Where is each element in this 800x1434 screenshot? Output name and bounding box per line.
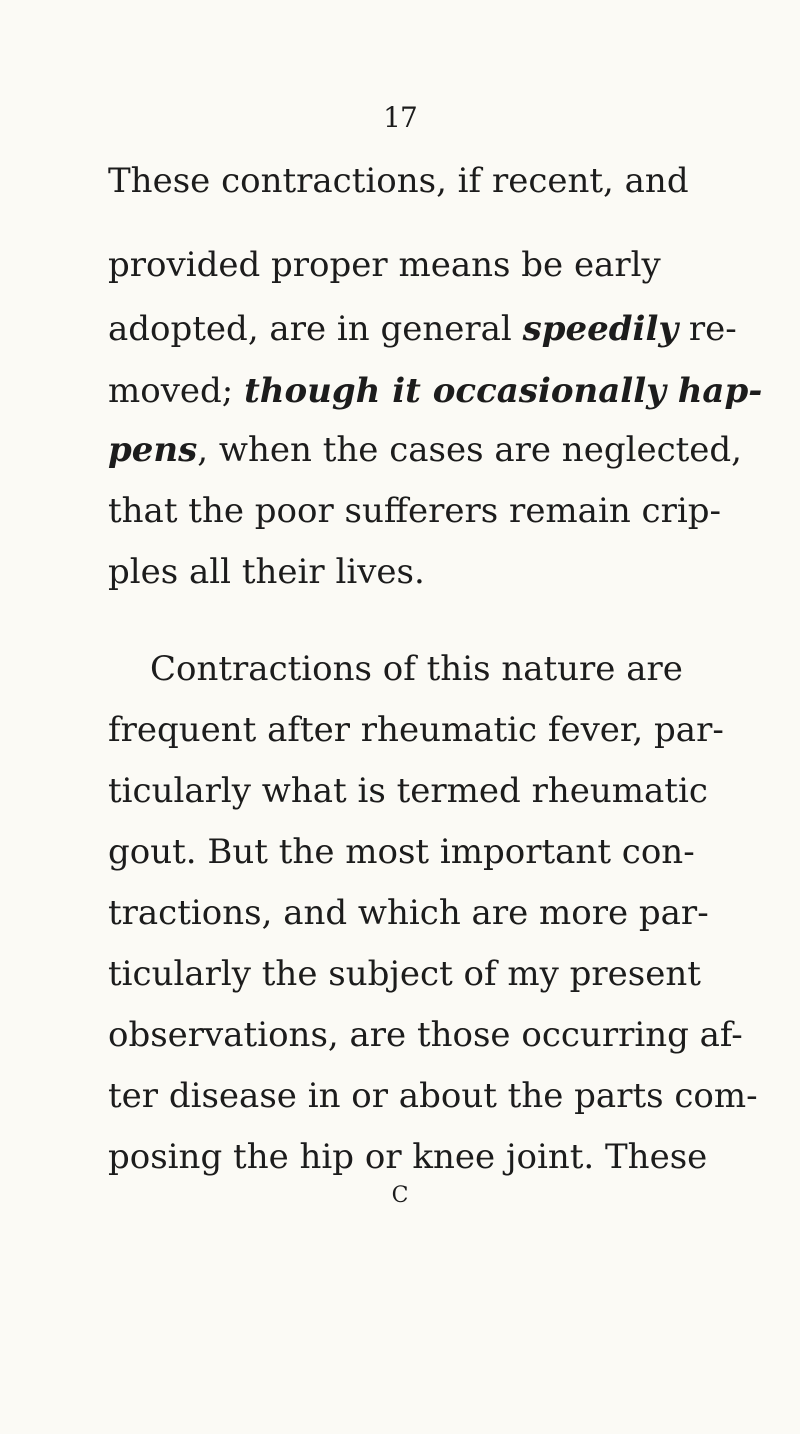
text-line bbox=[108, 1015, 743, 1055]
line-text: tractions, and which are more par- bbox=[108, 893, 709, 933]
text-line bbox=[108, 771, 708, 811]
text-line bbox=[108, 552, 628, 592]
line-text: , when the cases are neglected, bbox=[197, 430, 742, 470]
text-line bbox=[108, 832, 695, 872]
emphasis-text: though it occasionally hap- bbox=[244, 371, 763, 411]
line-text: that the poor sufferers remain crip- bbox=[108, 491, 721, 531]
line-text: ter disease in or about the parts com- bbox=[108, 1076, 758, 1116]
text-line bbox=[108, 371, 763, 411]
text-line bbox=[108, 1137, 708, 1177]
text-line bbox=[108, 954, 701, 994]
line-text: observations, are those occurring af- bbox=[108, 1015, 743, 1055]
text-line bbox=[108, 309, 737, 349]
text-line bbox=[108, 161, 689, 201]
line-text: moved; bbox=[108, 371, 245, 411]
line-text: gout. But the most important con- bbox=[108, 832, 695, 872]
line-text: frequent after rheumatic fever, par- bbox=[108, 710, 724, 750]
text-line bbox=[108, 1076, 758, 1116]
line-text: These contractions, if recent, and bbox=[108, 161, 689, 201]
emphasis-text: speedily bbox=[522, 309, 679, 349]
signature-mark: C bbox=[391, 1183, 409, 1208]
line-text: ples all their lives. bbox=[108, 552, 425, 592]
line-text: ticularly the subject of my present bbox=[108, 954, 701, 994]
page-number: 17 bbox=[383, 101, 417, 134]
text-line bbox=[108, 245, 661, 285]
emphasis-text: pens bbox=[108, 430, 198, 470]
line-text: re- bbox=[678, 309, 737, 349]
text-line bbox=[108, 710, 724, 750]
text-line bbox=[150, 649, 683, 689]
text-line bbox=[108, 430, 742, 470]
line-text: provided proper means be early bbox=[108, 245, 661, 285]
text-line bbox=[108, 491, 721, 531]
line-text: adopted, are in general bbox=[108, 309, 523, 349]
text-line bbox=[108, 893, 709, 933]
line-text: ticularly what is termed rheumatic bbox=[108, 771, 708, 811]
line-text: posing the hip or knee joint. These bbox=[108, 1137, 708, 1177]
line-text: Contractions of this nature are bbox=[150, 649, 683, 689]
